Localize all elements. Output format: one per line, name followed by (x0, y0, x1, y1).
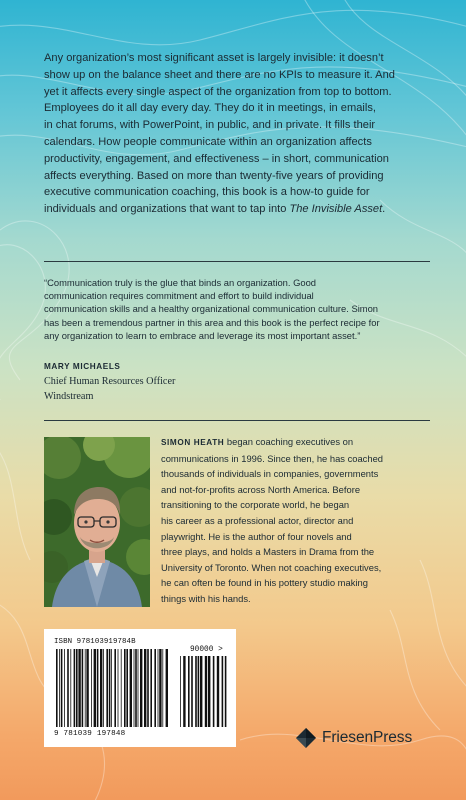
author-photo (44, 437, 150, 607)
quote-line: any organization to learn to embrace and leverage its most important asset.” (44, 329, 361, 341)
blurb-line: show up on the balance sheet and there are no KPIs to measure it. And (44, 68, 395, 81)
blurb-line: affects everything. Based on more than twenty-five years of providing (44, 169, 384, 182)
quote-line: communication skills and a healthy organizational communication culture. Simon (44, 303, 379, 315)
endorser-name: MARY MICHAELS (44, 362, 121, 371)
blurb-line: productivity, engagement, and effectiveness – in short, communication (44, 152, 389, 165)
blurb-line: yet it affects every single aspect of the organization from top to bottom. (44, 85, 392, 98)
isbn-text-bottom: 9 781039 197848 (54, 730, 126, 738)
quote-line: has been a tremendous partner in this area and this book is the perfect recipe for (44, 316, 380, 328)
book-title: The Invisible Asset (289, 203, 383, 216)
quote-line: “Communication truly is the glue that binds an organization. Good (44, 277, 317, 288)
blurb-text: individuals and organizations that want to tap into (44, 203, 290, 216)
blurb-text: . (382, 203, 386, 216)
bio-line: three plays, and holds a Masters in Drama from the (161, 546, 375, 558)
barcode-bars-addon (180, 656, 228, 727)
endorser-company: Windstream (44, 391, 94, 402)
bio-line: things with his hands. (161, 592, 251, 604)
blurb-line: in chat forums, with PowerPoint, in public, and in private. It fills their (44, 119, 376, 132)
endorsement-quote (44, 276, 430, 342)
isbn-barcode (44, 629, 236, 747)
bio-line: his career as a professional actor, director and (161, 514, 354, 526)
blurb-line-last (44, 201, 430, 218)
divider-bottom (44, 420, 430, 421)
bio-line: transitioning to the corporate world, he began (161, 499, 350, 511)
quote-line: communication requires commitment and effort to build individual (44, 290, 314, 302)
author-bio (161, 434, 427, 607)
bio-line: communications in 1996. Since then, he has coached (161, 452, 384, 464)
back-cover-blurb (44, 50, 430, 218)
bio-line-first (161, 434, 427, 451)
divider-top (44, 261, 430, 262)
price-code: 90000 > (190, 646, 223, 654)
bio-line: he can often be found in his pottery studio making (161, 577, 368, 589)
blurb-line: executive communication coaching, this book is a how-to guide for (44, 186, 370, 199)
bio-line: thousands of individuals in companies, governments (161, 468, 379, 480)
bio-line: and not-for-profits across North America. Before (161, 483, 361, 495)
blurb-line: Employees do it all day every day. They do it in meetings, in emails, (44, 102, 376, 115)
publisher-name: FriesenPress (322, 729, 413, 746)
blurb-line: Any organization’s most significant asset is largely invisible: it doesn’t (44, 52, 384, 64)
bio-text: began coaching executives on (224, 436, 354, 447)
isbn-text-top: ISBN 978103919784B (54, 638, 136, 646)
friesenpress-logo-icon (295, 727, 317, 749)
blurb-line: calendars. How people communicate within an organization affects (44, 135, 372, 148)
barcode-bars-main (56, 649, 168, 727)
endorser-role: Chief Human Resources Officer (44, 376, 176, 387)
publisher-logo (295, 725, 412, 751)
bio-line: University of Toronto. When not coaching executives, (161, 561, 382, 573)
author-name: SIMON HEATH (161, 438, 225, 447)
bio-line: playwright. He is the author of four novels and (161, 530, 352, 542)
